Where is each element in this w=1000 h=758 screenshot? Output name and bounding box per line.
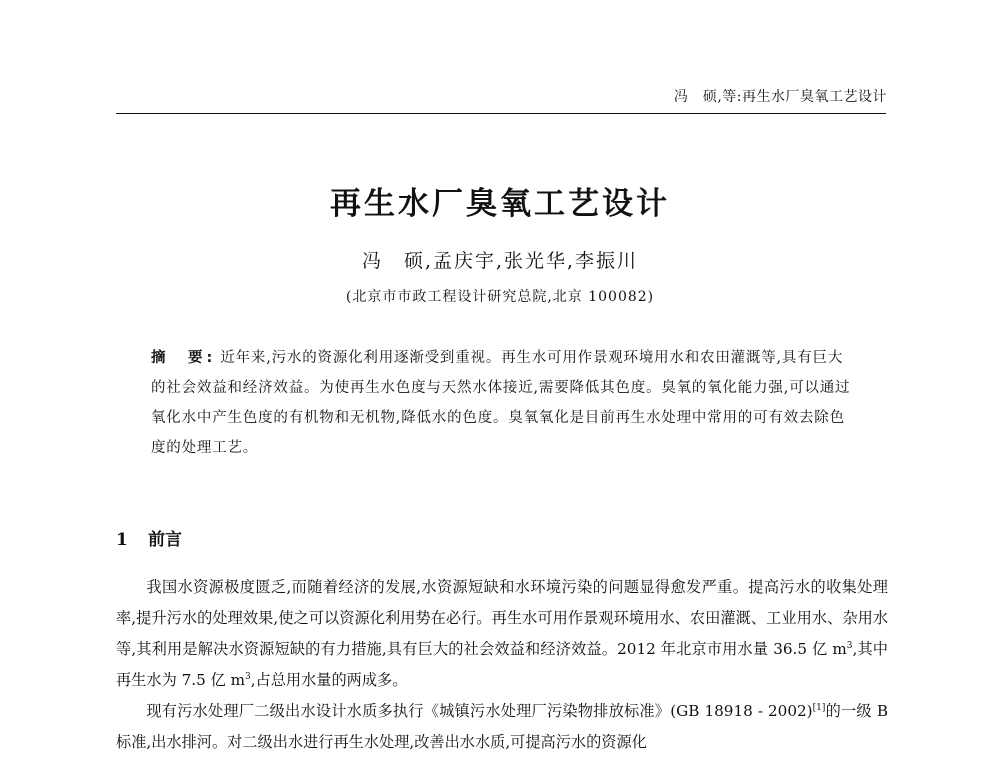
running-header: 冯 硕,等:再生水厂臭氧工艺设计 — [673, 89, 887, 105]
body-text — [116, 572, 888, 758]
abstract-text: 近年来,污水的资源化利用逐渐受到重视。再生水可用作景观环境用水和农田灌溉等,具有巨大的社会效益和经济效益。为使再生水色度与天然水体接近,需要降低其色度。臭氧的氧化能力强,可以通过氧化水中产生色度的有机物和无机物,降低水的色度。臭氧氧化是目前再生水处理中常用的可有效去除色度的处理工艺。 — [151, 350, 851, 456]
paragraph-2-text-b: 的一级 B 标准,出水排河。对二级出水进行再生水处理,改善出水水质,可提高污水的资源化 — [116, 702, 888, 751]
citation-ref-1[interactable]: [1] — [812, 702, 826, 713]
paragraph-1 — [116, 572, 888, 696]
paper-title: 再生水厂臭氧工艺设计 — [330, 186, 670, 222]
paragraph-2-text-a: 现有污水处理厂二级出水设计水质多执行《城镇污水处理厂污染物排放标准》(GB 18918 - 2002) — [146, 702, 813, 720]
superscript-cubic-1: 3 — [846, 640, 853, 651]
paragraph-1-text-b: ,其中再生水为 7.5 亿 m — [116, 640, 888, 689]
abstract-label: 摘 要: — [151, 350, 217, 366]
section-title: 前言 — [148, 530, 182, 550]
section-number: 1 — [116, 530, 128, 550]
affiliation: (北京市市政工程设计研究总院,北京 100082) — [345, 289, 655, 305]
abstract — [151, 343, 851, 463]
paragraph-2 — [116, 696, 888, 758]
superscript-cubic-2: 3 — [244, 671, 251, 682]
paragraph-1-text-a: 我国水资源极度匮乏,而随着经济的发展,水资源短缺和水环境污染的问题显得愈发严重。提高污水的收集处理率,提升污水的处理效果,使之可以资源化利用势在必行。再生水可用作景观环境用水、农田灌溉、工业用水、杂用水等,其利用是解决水资源短缺的有力措施,具有巨大的社会效益和经济效益。2012 年北京市用水量 36.5 亿 m — [116, 578, 888, 658]
section-heading-introduction — [116, 525, 182, 550]
author-list: 冯 硕,孟庆宇,张光华,李振川 — [361, 250, 639, 272]
header-rule — [116, 113, 886, 114]
paragraph-1-text-c: ,占总用水量的两成多。 — [250, 671, 408, 689]
